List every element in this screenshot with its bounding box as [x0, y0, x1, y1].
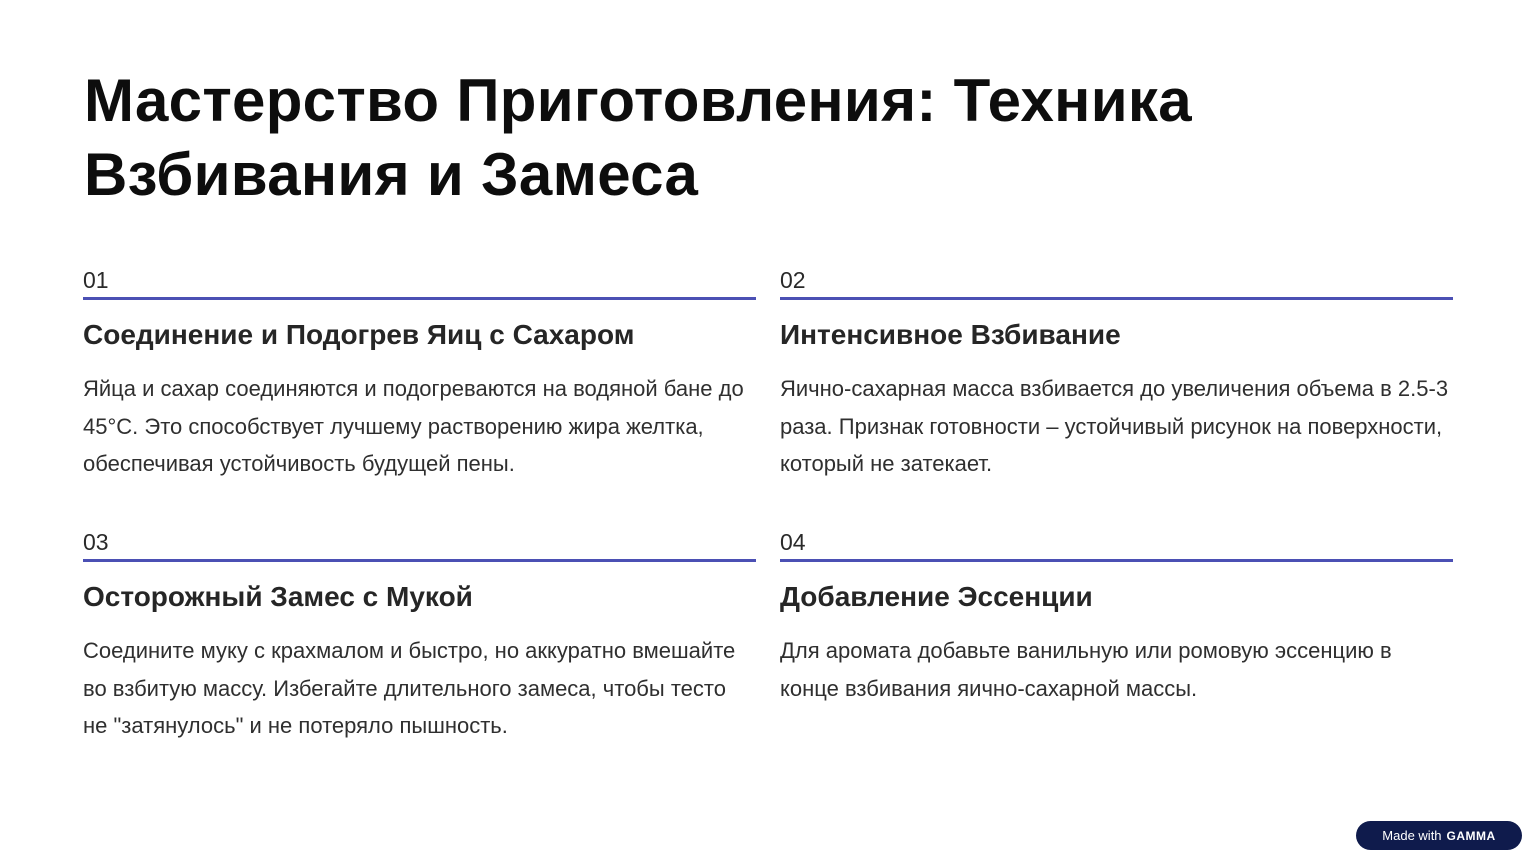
step-card-1: [83, 266, 756, 528]
step-description: Соедините муку с крахмалом и быстро, но аккуратно вмешайте во взбитую массу. Избегайте длительного замеса, чтобы тесто не "затянулось" и не потеряло пышность.: [83, 638, 736, 738]
step-divider: [780, 297, 1453, 300]
step-card-3: [83, 528, 756, 790]
step-number: 04: [780, 529, 806, 555]
step-description: Для аромата добавьте ванильную или ромовую эссенцию в конце взбивания яично-сахарной массы.: [780, 638, 1392, 701]
step-card-4: [780, 528, 1453, 790]
gamma-logo: GAMMA: [1446, 828, 1496, 843]
badge-prefix: Made with: [1382, 828, 1442, 843]
steps-grid: [83, 266, 1453, 790]
step-divider: [780, 559, 1453, 562]
step-card-2: [780, 266, 1453, 528]
step-heading: Соединение и Подогрев Яиц с Сахаром: [83, 319, 635, 350]
slide-title: Мастерство Приготовления: Техника Взбивания и Замеса: [84, 67, 1192, 208]
step-heading: Добавление Эссенции: [780, 581, 1093, 612]
made-with-gamma-badge[interactable]: [1356, 821, 1522, 850]
step-description: Яично-сахарная масса взбивается до увеличения объема в 2.5-3 раза. Признак готовности – устойчивый рисунок на поверхности, который не затекает.: [780, 376, 1449, 476]
step-divider: [83, 559, 756, 562]
step-heading: Интенсивное Взбивание: [780, 319, 1121, 350]
step-description: Яйца и сахар соединяются и подогреваются на водяной бане до 45°C. Это способствует лучшему растворению жира желтка, обеспечивая устойчивость будущей пены.: [83, 376, 744, 476]
step-divider: [83, 297, 756, 300]
step-number: 02: [780, 267, 806, 293]
step-number: 01: [83, 267, 109, 293]
step-number: 03: [83, 529, 109, 555]
step-heading: Осторожный Замес с Мукой: [83, 581, 473, 612]
